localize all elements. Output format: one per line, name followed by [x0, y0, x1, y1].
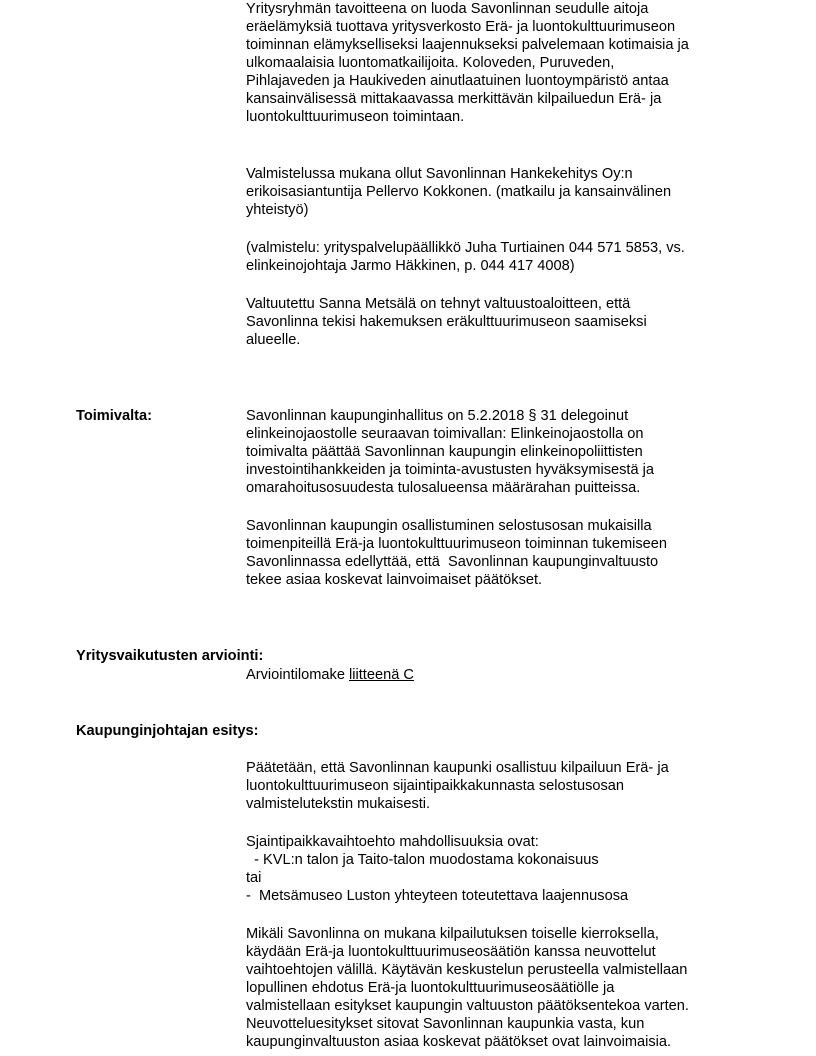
preparation-paragraph — [246, 165, 766, 219]
text-line: Mikäli Savonlinna on mukana kilpailutuksen toiselle kierroksella, — [246, 926, 659, 942]
esitys-heading: Kaupunginjohtajan esitys: — [76, 723, 259, 739]
text-line: toimivalta päättää Savonlinnan kaupungin elinkeinopoliittisten — [246, 444, 643, 460]
text-line: toimenpiteillä Erä-ja luontokulttuurimuseon toiminnan tukemiseen — [246, 536, 668, 552]
list-item: - Metsämuseo Luston yhteyteen toteutettava laajennusosa — [246, 888, 629, 904]
text-line: ulkomaalaisia luontomatkailijoita. Koloveden, Puruveden, — [246, 55, 615, 71]
arviointilomake-text: Arviointilomake — [246, 667, 350, 683]
text-line: alueelle. — [246, 332, 301, 348]
text-line: investointihankkeiden ja toiminta-avustusten hyväksymisestä ja — [246, 462, 655, 478]
text-line: tekee asiaa koskevat lainvoimaiset päätökset. — [246, 572, 543, 588]
text-line — [246, 666, 766, 684]
toimivalta-paragraph-2 — [246, 517, 766, 589]
esitys-paragraph-3 — [246, 925, 766, 1051]
text-line: Pihlajaveden ja Haukiveden ainutlaatuinen luontoympäristö antaa — [246, 73, 669, 89]
text-line: Savonlinna tekisi hakemuksen eräkulttuurimuseon saamiseksi — [246, 314, 647, 330]
text-line: Neuvotteluesitykset sitovat Savonlinnan kaupunkia vasta, kun — [246, 1016, 645, 1032]
text-line: elinkeinojaostolle seuraavan toimivallan: Elinkeinojaostolla on — [246, 426, 644, 442]
list-item: - KVL:n talon ja Taito-talon muodostama kokonaisuus — [246, 852, 599, 868]
text-line: omarahoitusosuudesta tulosalueensa määrärahan puitteissa. — [246, 480, 641, 496]
toimivalta-heading: Toimivalta: — [76, 408, 152, 424]
text-line: Savonlinnan kaupunginhallitus on 5.2.2018 § 31 delegoinut — [246, 408, 629, 424]
text-line: kaupunginvaltuuston asiaa koskevat päätökset ovat lainvoimaisia. — [246, 1034, 672, 1050]
text-line: (valmistelu: yrityspalvelupäällikkö Juha Turtiainen 044 571 5853, vs. — [246, 240, 685, 256]
text-line: vaihtoehtojen välillä. Käytävän keskustelun perusteella valmistellaan — [246, 962, 688, 978]
text-line: Päätetään, että Savonlinnan kaupunki osallistuu kilpailuun Erä- ja — [246, 760, 669, 776]
text-line: valmistelutekstin mukaisesti. — [246, 796, 431, 812]
text-line: luontokulttuurimuseon sijaintipaikkakunnasta selostusosan — [246, 778, 625, 794]
text-line: Sjaintipaikkavaihtoehto mahdollisuuksia ovat: — [246, 834, 539, 850]
toimivalta-paragraph-1 — [246, 407, 766, 497]
text-line: erikoisasiantuntija Pellervo Kokkonen. (matkailu ja kansainvälinen — [246, 184, 672, 200]
text-line: eräelämyksiä tuottava yritysverkosto Erä- ja luontokulttuurimuseon — [246, 19, 676, 35]
text-line: yhteistyö) — [246, 202, 309, 218]
esitys-paragraph-2 — [246, 833, 766, 905]
text-line: kansainvälisessä mittakaavassa merkittävän kilpailuedun Erä- ja — [246, 91, 662, 107]
text-line: Savonlinnan kaupungin osallistuminen selostusosan mukaisilla — [246, 518, 652, 534]
yritysvaikutukset-heading: Yritysvaikutusten arviointi: — [76, 648, 264, 664]
text-line: tai — [246, 870, 262, 886]
text-line: lopullinen ehdotus Erä-ja luontokulttuurimuseosäätiölle ja — [246, 980, 615, 996]
text-line: Savonlinnassa edellyttää, että Savonlinnan kaupunginvaltuusto — [246, 554, 659, 570]
intro-paragraph — [246, 0, 766, 126]
text-line: Yritysryhmän tavoitteena on luoda Savonlinnan seudulle aitoja — [246, 1, 649, 17]
text-line: Valmistelussa mukana ollut Savonlinnan Hankekehitys Oy:n — [246, 166, 633, 182]
yritysvaikutukset-paragraph — [246, 666, 766, 684]
text-line: luontokulttuurimuseon toimintaan. — [246, 109, 465, 125]
text-line: Valtuutettu Sanna Metsälä on tehnyt valtuustoaloitteen, että — [246, 296, 631, 312]
text-line: elinkeinojohtaja Jarmo Häkkinen, p. 044 417 4008) — [246, 258, 575, 274]
text-line: valmistellaan esitykset kaupungin valtuuston päätöksentekoa varten. — [246, 998, 689, 1014]
attachment-c-link[interactable]: liitteenä C — [349, 667, 414, 683]
text-line: toiminnan elämykselliseksi laajennukseksi palvelemaan kotimaisia ja — [246, 37, 689, 53]
esitys-paragraph-1 — [246, 759, 766, 813]
initiative-paragraph — [246, 295, 766, 349]
text-line: käydään Erä-ja luontokulttuurimuseosäätiön kanssa neuvottelut — [246, 944, 656, 960]
contacts-paragraph — [246, 239, 766, 275]
